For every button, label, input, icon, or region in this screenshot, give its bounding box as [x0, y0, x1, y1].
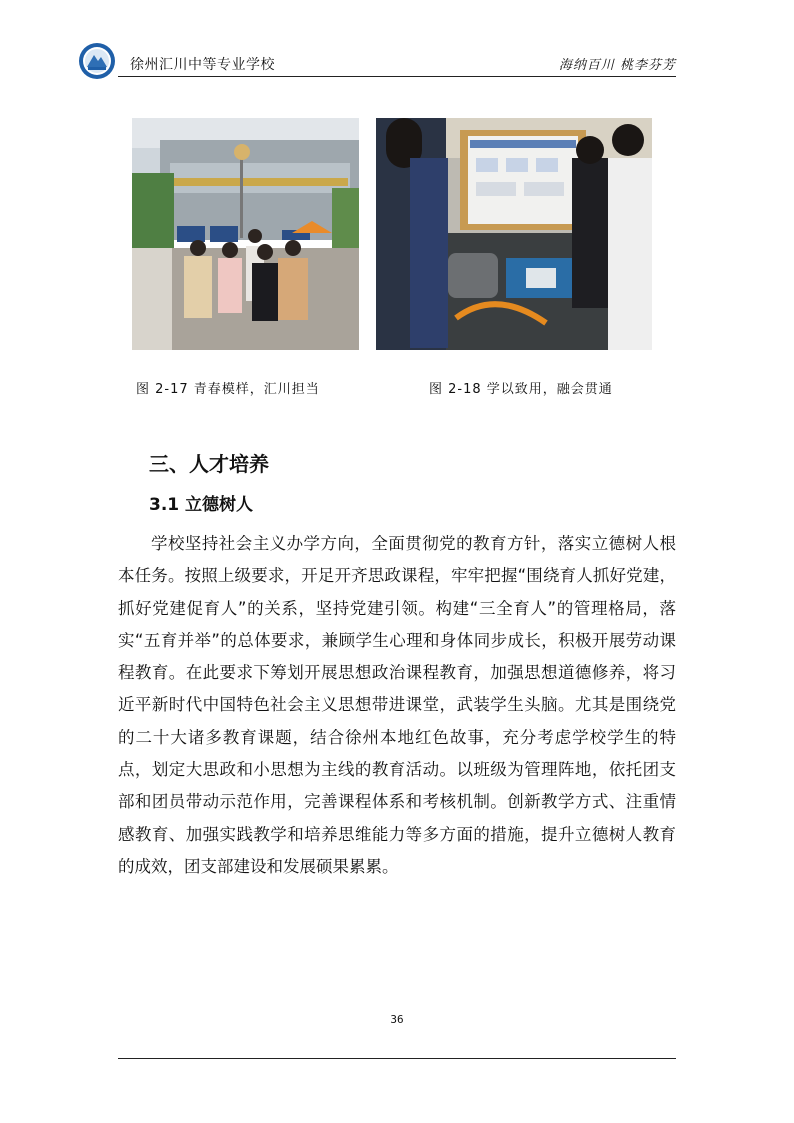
body-paragraph: 学校坚持社会主义办学方向，全面贯彻党的教育方针，落实立德树人根本任务。按照上级要求，开足开齐思政课程，牢牢把握“围绕育人抓好党建，抓好党建促育人”的关系，坚持党建引领。构建“三全育人”的管理格局，落实“五育并举”的总体要求，兼顾学生心理和身体同步成长，积极开展劳动课程教育。在此要求下筹划开展思想政治课程教育，加强思想道德修养，将习近平新时代中国特色社会主义思想带进课堂，武装学生头脑。尤其是围绕党的二十大诸多教育课题，结合徐州本地红色故事，充分考虑学校学生的特点，划定大思政和小思想为主线的教育活动。以班级为管理阵地，依托团支部和团员带动示范作用，完善课程体系和考核机制。创新教学方式、注重情感教育、加强实践教学和培养思维能力等多方面的措施，提升立德树人教育的成效，团支部建设和发展硕果累累。	[118, 534, 676, 876]
figure-2-18-photo	[376, 118, 652, 350]
school-motto: 海纳百川 桃李芬芳	[558, 58, 676, 73]
subsection-title: 3.1 立德树人	[149, 495, 254, 515]
page-number: 36	[390, 1013, 404, 1026]
section-title: 三、人才培养	[149, 452, 269, 476]
figure-2-17-photo	[132, 118, 359, 350]
header-divider	[118, 76, 676, 77]
footer-divider	[118, 1058, 676, 1059]
school-name: 徐州汇川中等专业学校	[130, 57, 275, 73]
figure-2-18-caption: 图 2-18 学以致用，融会贯通	[429, 382, 613, 397]
school-logo	[78, 42, 116, 80]
figure-2-17-caption: 图 2-17 青春模样，汇川担当	[136, 382, 320, 397]
